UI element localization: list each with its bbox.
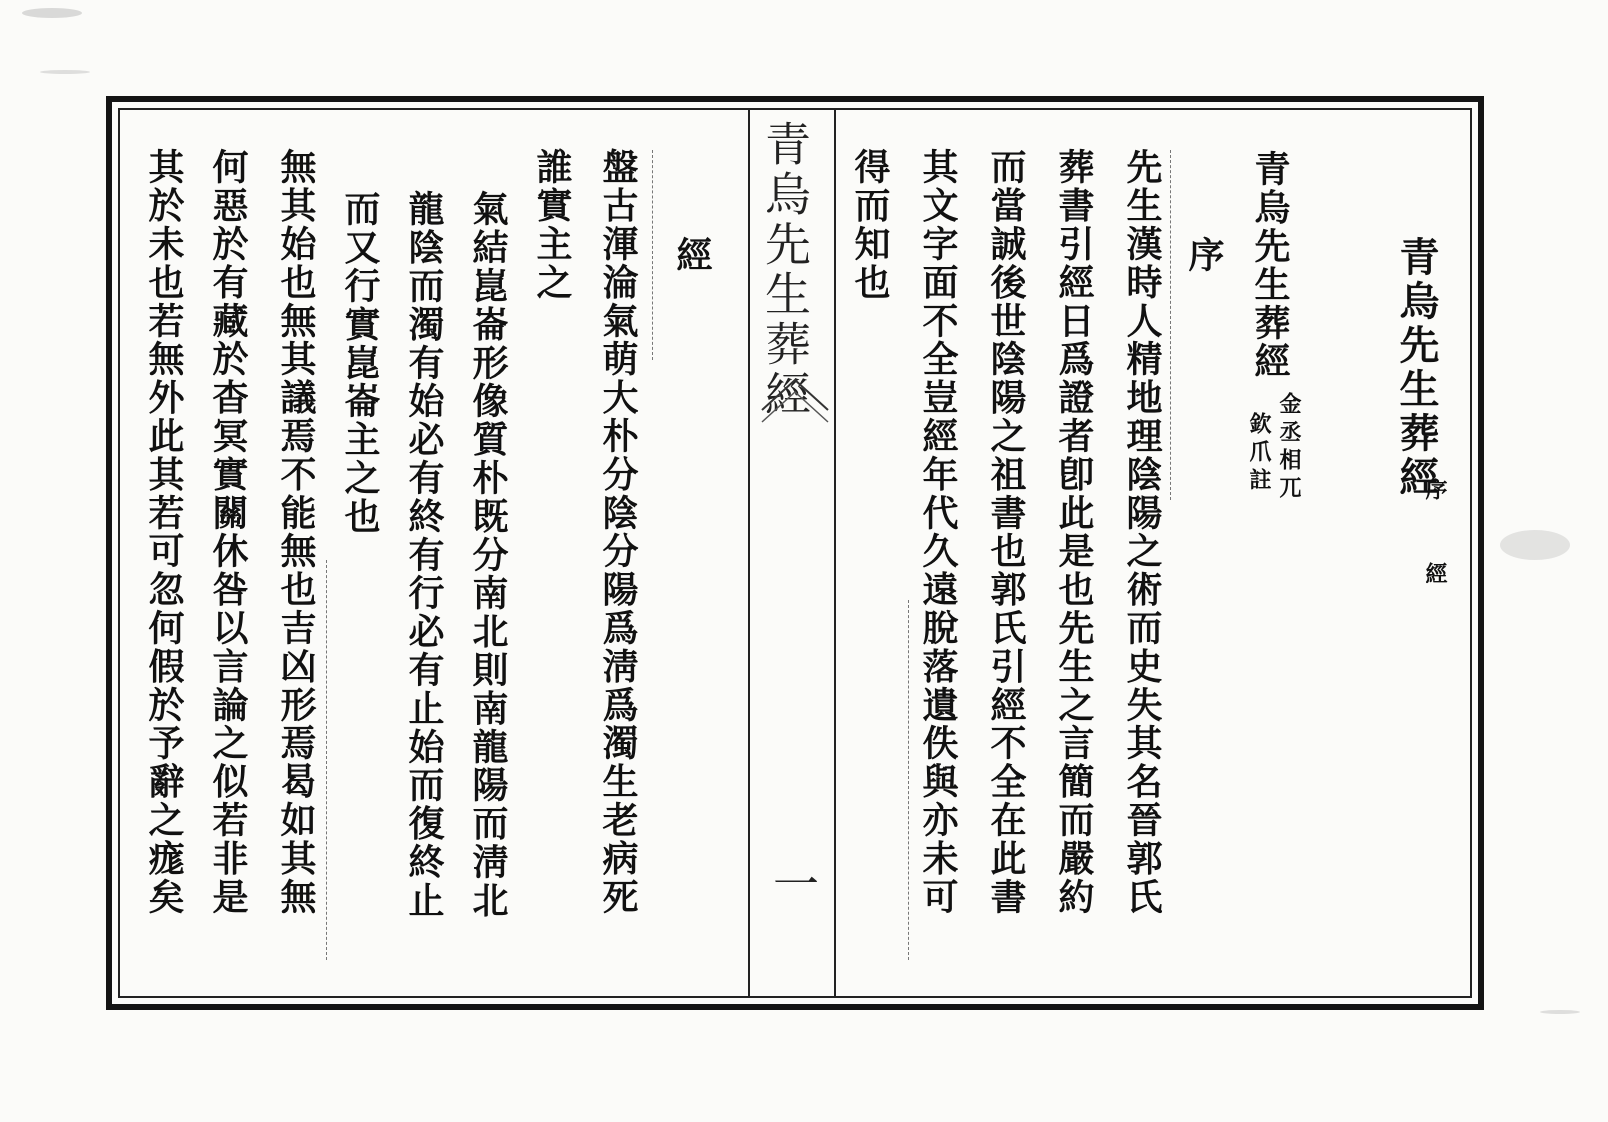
- fish-tail-ornament: [760, 370, 830, 430]
- scan-speck: [40, 70, 90, 74]
- scripture-column-2: 誰實主之: [531, 148, 573, 302]
- scripture-column-5: 而又行實崑崙主之也: [339, 190, 381, 536]
- author-note-1: 金丞相兀: [1276, 392, 1302, 504]
- preface-heading: 序: [1183, 236, 1225, 275]
- scan-speck: [1500, 530, 1570, 560]
- author-note-2: 欽爪註: [1246, 412, 1272, 496]
- preface-column-3: 而當誠後世陰陽之祖書也郭氏引經不全在此書: [985, 148, 1027, 916]
- scripture-column-1: 盤古渾淪氣萌大朴分陰分陽爲淸爲濁生老病死: [597, 148, 639, 916]
- preface-column-2: 葬書引經日爲證者卽此是也先生之言簡而嚴約: [1053, 148, 1095, 916]
- scripture-heading: 經: [671, 236, 713, 275]
- scripture-column-4: 龍陰而濁有始必有終有行必有止始而復終止: [403, 190, 445, 920]
- right-page-book-title: 青烏先生葬經: [1393, 236, 1440, 500]
- scan-speck: [22, 8, 82, 18]
- column-rule: [326, 560, 327, 960]
- author-title: 青烏先生葬經: [1249, 150, 1291, 381]
- scripture-column-8: 其於未也若無外此其若可忽何假於予辭之痝矣: [143, 148, 185, 916]
- column-rule: [652, 150, 653, 360]
- center-band-page-number: 一: [766, 860, 820, 906]
- center-band-left-rule: [748, 110, 750, 996]
- scan-speck: [1540, 1010, 1580, 1014]
- preface-column-5: 得而知也: [849, 148, 891, 302]
- right-page-book-subtitle: 序 經: [1422, 478, 1448, 590]
- scripture-column-6: 無其始也無其議焉不能無也吉凶形焉曷如其無: [275, 148, 317, 916]
- center-band-title: 青烏先生葬經: [758, 120, 812, 420]
- column-rule: [908, 600, 909, 960]
- scripture-column-7: 何惡於有藏於杳冥實關休咎以言論之似若非是: [207, 148, 249, 916]
- scripture-column-3: 氣結崑崙形像質朴既分南北則南龍陽而淸北: [467, 190, 509, 920]
- preface-column-4: 其文字面不全豈經年代久遠脫落遺佚與亦未可: [917, 148, 959, 916]
- preface-column-1: 先生漢時人精地理陰陽之術而史失其名晉郭氏: [1121, 148, 1163, 916]
- column-rule: [1170, 150, 1171, 500]
- center-band-right-rule: [834, 110, 836, 996]
